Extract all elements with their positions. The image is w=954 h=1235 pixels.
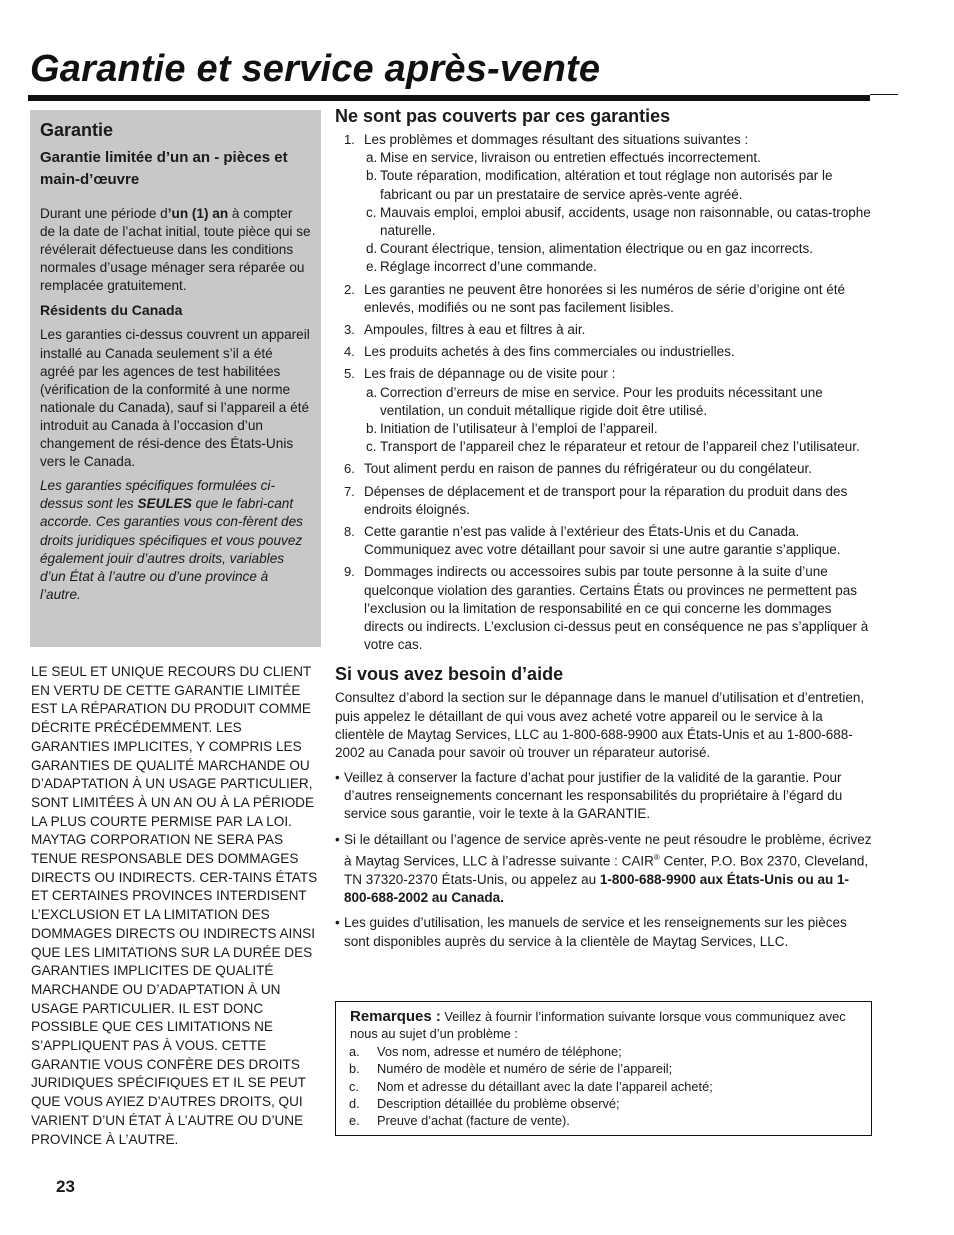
title-rule	[28, 95, 870, 101]
item-number: 1.	[344, 132, 355, 147]
sub-item-letter: d.	[366, 241, 378, 257]
sub-list-item	[364, 438, 875, 456]
sub-item-letter: a.	[366, 150, 378, 166]
list-item	[335, 321, 875, 339]
list-item	[349, 1078, 861, 1095]
warranty-intro	[40, 205, 311, 295]
sub-item-text: Réglage incorrect d’une commande.	[380, 259, 597, 275]
note-letter: e.	[349, 1113, 360, 1129]
note-text: Numéro de modèle et numéro de série de l’appareil;	[377, 1061, 673, 1077]
exclusions-list	[335, 131, 875, 654]
item-number: 8.	[344, 524, 355, 540]
note-text: Nom et adresse du détaillant avec la date l’appareil acheté;	[377, 1078, 713, 1094]
item-number: 4.	[344, 344, 355, 360]
note-start: Les garanties spécifiques formulées ci-dessus sont les	[40, 478, 275, 512]
item-number: 2.	[344, 281, 355, 297]
list-item	[349, 1095, 861, 1112]
note-letter: a.	[349, 1043, 360, 1059]
sub-list	[364, 149, 875, 276]
canada-heading: Résidents du Canada	[40, 302, 183, 319]
list-item	[335, 281, 875, 317]
note-text: Description détaillée du problème observé;	[377, 1096, 620, 1112]
list-item	[335, 131, 875, 277]
list-item	[349, 1043, 861, 1060]
list-item	[335, 769, 875, 824]
item-text: Les frais de dépannage ou de visite pour :	[364, 366, 616, 382]
bullet-text: Les guides d’utilisation, les manuels de service et les renseignements sur les pièces sont disponibles auprès du service à la clientèle de Maytag Services, LLC.	[344, 915, 847, 949]
help-heading: Si vous avez besoin d’aide	[335, 664, 564, 685]
phone-numbers: 1-800-688-9900 aux États-Unis ou au 1-800-688-2002 au Canada.	[344, 871, 850, 905]
note-letter: d.	[349, 1096, 360, 1112]
warranty-intro-end: à compter de la date de l’achat initial, toute pièce qui se révélerait défectueuse dans les conditions normales d’usage ménager sera réparée ou remplacée gratuitement.	[40, 206, 311, 294]
sub-item-text: Correction d’erreurs de mise en service. Pour les produits nécessitant une ventilation, un conduit métallique rigide doit être utilisé.	[380, 384, 823, 418]
notes-intro	[350, 1008, 861, 1043]
note-end: que le fabri-cant accorde. Ces garanties vous con-fèrent des droits juridiques spécifiques et vous pouvez également jouir d’autres droits, variables d’un État à l’autre ou d’une province à l’autre.	[40, 496, 303, 602]
item-text: Cette garantie n’est pas valide à l’extérieur des États-Unis et du Canada. Communiquez avec votre détaillant pour savoir si une autre garantie s’applique.	[364, 524, 841, 558]
sub-list-item	[364, 258, 875, 276]
right-column	[335, 106, 875, 958]
title-rule-extension	[870, 94, 898, 95]
list-item	[349, 1112, 861, 1129]
list-item	[335, 365, 875, 456]
list-item	[335, 483, 875, 519]
warranty-intro-start: Durant une période d	[40, 206, 168, 221]
item-number: 6.	[344, 461, 355, 477]
specific-warranties-note	[40, 477, 311, 604]
sub-item-text: Mise en service, livraison ou entretien effectués incorrectement.	[380, 150, 761, 166]
note-emphasis: SEULES	[137, 496, 192, 512]
sub-item-letter: a.	[366, 384, 378, 400]
sub-item-letter: c.	[366, 204, 377, 220]
list-item	[335, 343, 875, 361]
sub-item-text: Transport de l’appareil chez le réparateur et retour de l’appareil chez l’utilisateur.	[380, 439, 860, 455]
sub-item-letter: b.	[366, 421, 378, 437]
sub-list-item	[364, 420, 875, 438]
bullet-text: Veillez à conserver la facture d’achat pour justifier de la validité de la garantie. Pour d’autres renseignements concernant les responsabilités du propriétaire à l’égard du service sous garantie, voir le texte à la GARANTIE.	[344, 769, 843, 822]
remedy-disclaimer: LE SEUL ET UNIQUE RECOURS DU CLIENT EN VERTU DE CETTE GARANTIE LIMITÉE EST LA RÉPARATION DU PRODUIT COMME DÉCRITE PRÉCÉDEMMENT. LES GARANTIES IMPLICITES, Y COMPRIS LES GARANTIES DE QUALITÉ MARCHANDE OU D’ADAPTATION À UN USAGE PARTICULIER, SONT LIMITÉES À UN AN OU À LA PÉRIODE LA PLUS COURTE PERMISE PAR LA LOI. MAYTAG CORPORATION NE SERA PAS TENUE RESPONSABLE DES DOMMAGES DIRECTS OU INDIRECTS. CER-TAINS ÉTATS ET CERTAINES PROVINCES INTERDISENT L’EXCLUSION ET LA LIMITATION DES DOMMAGES DIRECTS OU INDIRECTS AINSI QUE LES LIMITATIONS SUR LA DURÉE DES GARANTIES IMPLICITES DE QUALITÉ MARCHANDE OU D’ADAPTATION À UN USAGE PARTICULIER. IL EST DONC POSSIBLE QUE CES LIMITATIONS NE S’APPLIQUENT PAS À VOUS. CETTE GARANTIE VOUS CONFÈRE DES DROITS JURIDIQUES SPÉCIFIQUES ET IL SE PEUT QUE VOUS AYIEZ D’AUTRES DROITS, QUI VARIENT D’UN ÉTAT À L’AUTRE OU D’UNE PROVINCE À L’AUTRE.	[31, 664, 318, 1147]
notes-list	[350, 1043, 861, 1130]
note-letter: b.	[349, 1061, 360, 1077]
bullet-icon: •	[335, 769, 340, 785]
sub-list-item	[364, 384, 875, 420]
sub-list	[364, 384, 875, 457]
notes-intro-text: Veillez à fournir l’information suivante lorsque vous communiquez avec nous au sujet d’un problème :	[350, 1009, 846, 1042]
sub-item-text: Toute réparation, modification, altération et tout réglage non autorisés par le fabricant ou par un prestataire de service après-vente agréé.	[380, 168, 833, 202]
item-number: 3.	[344, 322, 355, 338]
bullet-text-cont: Center, P.O. Box 2370, Cleveland, TN 37320-2370 États-Unis, ou appelez au	[344, 853, 869, 887]
item-text: Dépenses de déplacement et de transport pour la réparation du produit dans des endroits éloignés.	[364, 483, 848, 517]
item-text: Les garanties ne peuvent être honorées si les numéros de série d’origine ont été enlevés, modifiés ou ne sont pas facilement lisibles.	[364, 281, 846, 315]
bullet-icon: •	[335, 831, 340, 847]
sub-item-letter: b.	[366, 168, 378, 184]
page-title: Garantie et service après-vente	[30, 48, 601, 90]
sub-item-text: Mauvais emploi, emploi abusif, accidents, usage non raisonnable, ou catas-trophe naturelle.	[380, 204, 871, 239]
sub-item-text: Courant électrique, tension, alimentation électrique ou en gaz incorrects.	[380, 241, 813, 257]
sub-item-text: Initiation de l’utilisateur à l’emploi de l’appareil.	[380, 421, 658, 437]
bullet-text: Si le détaillant ou l’agence de service après-vente ne peut résoudre le problème, écrivez à Maytag Services, LLC à l’adresse suivante : CAIR	[344, 831, 872, 869]
list-item	[335, 460, 875, 478]
sub-list-item	[364, 149, 875, 167]
note-text: Preuve d’achat (facture de vente).	[377, 1113, 570, 1129]
page-number: 23	[56, 1177, 75, 1196]
warranty-box	[30, 110, 321, 647]
limited-warranty-subheading: Garantie limitée d’un an - pièces et main-d’œuvre	[40, 149, 288, 188]
item-text: Dommages indirects ou accessoires subis par toute personne à la suite d’une quelconque violation des garanties. Certains États ou provinces ne permettent pas l’exclusion ou la limitation de responsabilité en ce qui concerne les dommages directs ou indirects. L’exclusion ci-dessus peut en conséquence ne pas s’appliquer à votre cas.	[364, 564, 869, 653]
help-intro: Consultez d’abord la section sur le dépannage dans le manuel d’utilisation et d’entretien, puis appelez le détaillant de qui vous avez acheté votre appareil ou le service à la clientèle de Maytag Services, LLC au 1-800-688-9900 aux États-Unis et au 1-800-688-2002 au Canada pour savoir où trouver un réparateur autorisé.	[335, 690, 865, 761]
sub-list-item	[364, 240, 875, 258]
note-letter: c.	[349, 1078, 359, 1094]
notes-box	[335, 1001, 872, 1136]
item-number: 9.	[344, 564, 355, 580]
item-number: 5.	[344, 366, 355, 382]
list-item	[335, 914, 875, 951]
sub-item-letter: c.	[366, 439, 377, 455]
sub-list-item	[364, 204, 875, 240]
list-item	[335, 523, 875, 559]
sub-list-item	[364, 167, 875, 203]
notes-label: Remarques :	[350, 1008, 441, 1025]
item-number: 7.	[344, 483, 355, 499]
item-text: Ampoules, filtres à eau et filtres à air.	[364, 322, 586, 338]
warranty-heading: Garantie	[40, 120, 114, 140]
note-text: Vos nom, adresse et numéro de téléphone;	[377, 1043, 622, 1059]
exclusions-heading: Ne sont pas couverts par ces garanties	[335, 106, 671, 126]
registered-mark: ®	[653, 852, 660, 862]
list-item	[335, 831, 875, 908]
canada-text: Les garanties ci-dessus couvrent un appareil installé au Canada seulement s’il a été agréé par les agences de test habilitées (vérification de la conformité à une norme nationale du Canada), sauf si l’appareil a été introduit au Canada à l’occasion d’un changement de rési-dence des États-Unis vers le Canada.	[40, 327, 310, 470]
sub-item-letter: e.	[366, 259, 378, 275]
item-text: Tout aliment perdu en raison de pannes du réfrigérateur ou du congélateur.	[364, 461, 813, 477]
list-item	[349, 1060, 861, 1077]
help-bullets	[335, 769, 875, 951]
item-text: Les problèmes et dommages résultant des situations suivantes :	[364, 132, 749, 147]
warranty-period: ’un (1) an	[167, 206, 229, 221]
bullet-icon: •	[335, 915, 340, 931]
item-text: Les produits achetés à des fins commerciales ou industrielles.	[364, 344, 735, 360]
list-item	[335, 563, 875, 654]
